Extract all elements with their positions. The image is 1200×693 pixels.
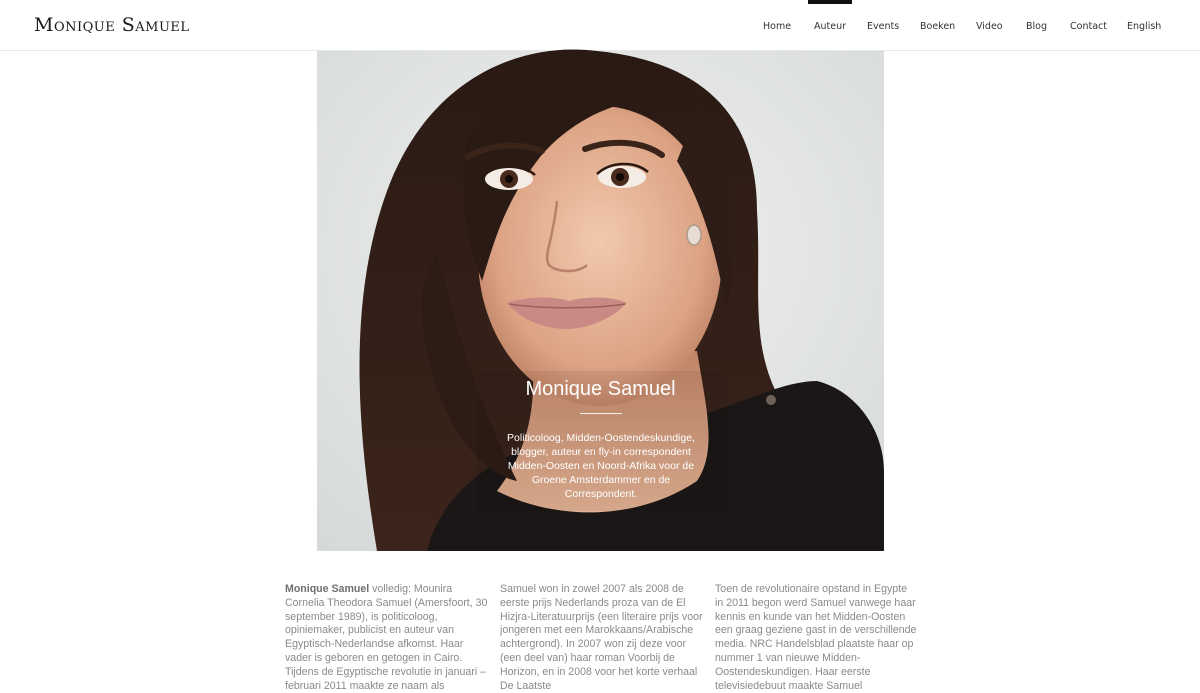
nav-item-blog[interactable]: Blog [1026, 21, 1047, 32]
bio-lead-name: Monique Samuel [285, 583, 370, 595]
nav-item-events[interactable]: Events [867, 21, 900, 32]
bio-column-2 [500, 583, 703, 693]
bio-column-3-text: Toen de revolutionaire opstand in Egypte in 2011 begon werd Samuel vanwege haar kennis en kunde van het Midden-Oosten een graag geziene gast in de verschillende media. NRC Handelsblad plaatste haar op nummer 1 van nieuwe Midden-Oostendeskundigen. Haar eerste televisiedebuut maakte Samuel [715, 583, 917, 692]
bio-column-1-text: volledig: Mounira Cornelia Theodora Samuel (Amersfoort, 30 september 1989), is politicoloog, opiniemaker, publicist en auteur van Egyptisch-Nederlandse afkomst. Haar vader is geboren en getogen in Cairo. Tijdens de Egyptische revolutie in januari – februari 2011 maakte ze naam als [285, 583, 488, 692]
bio-column-1 [285, 583, 488, 693]
hero-divider [580, 413, 622, 414]
nav-item-home[interactable]: Home [763, 21, 792, 32]
hero-subtitle: Politicoloog, Midden-Oostendeskundige, blogger, auteur en fly-in correspondent Midden-Oosten en Noord-Afrika voor de Groene Amsterdammer en de Correspondent. [507, 432, 695, 500]
nav-item-video[interactable]: Video [976, 21, 1003, 32]
site-header [0, 0, 1200, 51]
nav-item-auteur[interactable]: Auteur [814, 21, 847, 32]
nav-item-contact[interactable]: Contact [1070, 21, 1107, 32]
nav-item-boeken[interactable]: Boeken [920, 21, 956, 32]
nav-item-english[interactable]: English [1127, 21, 1162, 32]
bio-column-2-text: Samuel won in zowel 2007 als 2008 de eerste prijs Nederlands proza van de El Hizjra-Literatuurprijs (een literaire prijs voor jongeren met een Marokkaans/Arabische achtergrond). In 2007 won zij deze voor (een deel van) haar roman Voorbij de Horizon, en in 2008 voor het korte verhaal De Laatste [500, 583, 703, 692]
site-logo[interactable]: Monique Samuel [34, 14, 190, 36]
hero-portrait [317, 51, 884, 551]
bio-column-3 [715, 583, 918, 693]
hero-title: Monique Samuel [525, 378, 676, 400]
